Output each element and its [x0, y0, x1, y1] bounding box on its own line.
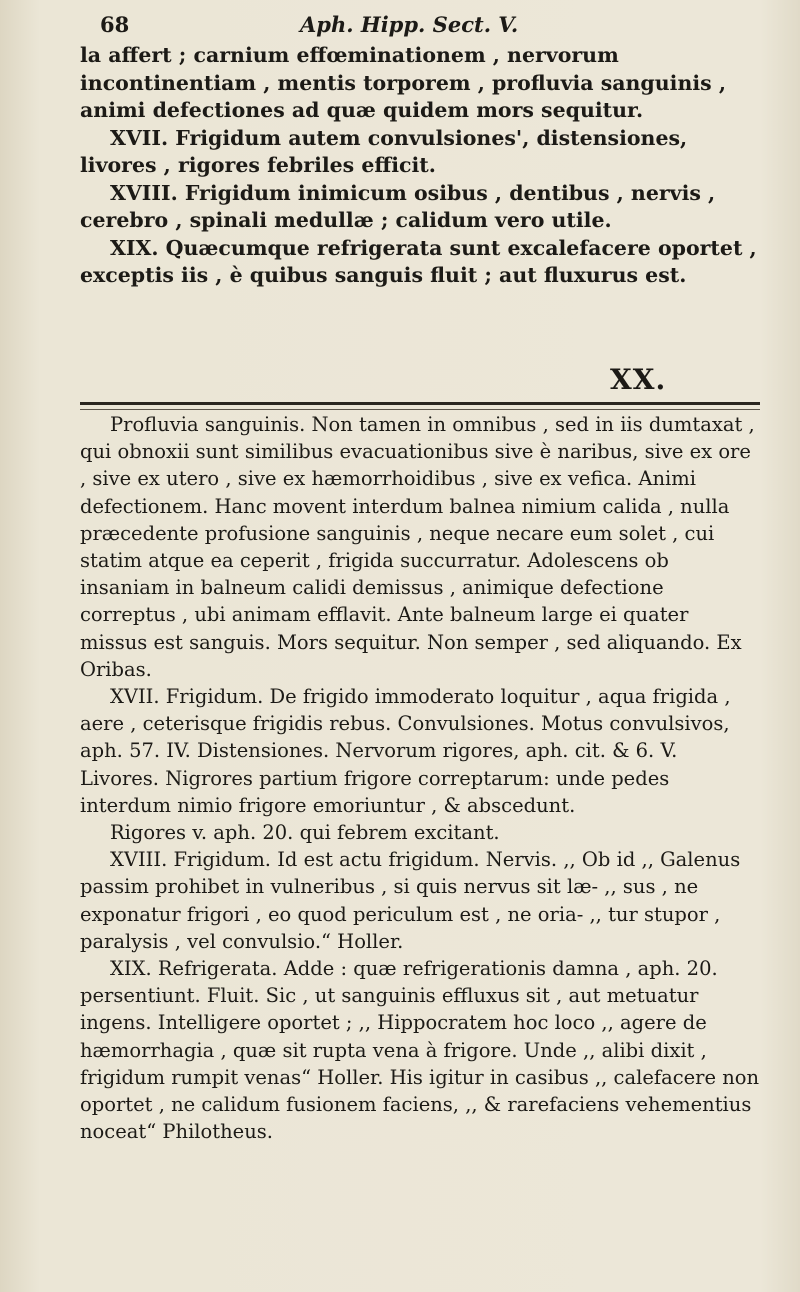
commentary-paragraph: XVIII. Frigidum. Id est actu frigidum. Nervis. ,, Ob id ,, Galenus passim prohibet in vulneribus , si quis nervus sit læ- ,, sus , ne exponatur frigori , eo quod periculum est , ne oria- ,, tur stupor , paralysis , vel convulsio.“ Holler.: [80, 848, 741, 953]
aphorisms-section: [80, 42, 760, 290]
aphorism-continuation: la affert ; carnium effœminationem , nervorum incontinentiam , mentis torporem , profluvia sanguinis , animi defectiones ad quæ quidem mors sequitur.: [80, 43, 726, 122]
commentary-paragraph: Rigores v. aph. 20. qui febrem excitant.: [110, 821, 500, 845]
aphorism-19: XIX. Quæcumque refrigerata sunt excalefacere oportet , exceptis iis , è quibus sanguis fluit ; aut fluxurus est.: [80, 235, 757, 287]
page-header: [70, 12, 740, 40]
section-number: XX.: [610, 363, 667, 396]
page-number: 68: [100, 12, 130, 37]
commentary-paragraph: XIX. Refrigerata. Adde : quæ refrigerationis damna , aph. 20. persentiunt. Fluit. Sic , ut sanguinis effluxus sit , aut metuatur ingens. Intelligere oportet ; ,, Hippocratem hoc loco ,, agere de hæmorrhagia , quæ sit rupta vena à frigore. Unde ,, alibi dixit , frigidum rumpit venas“ Holler. His igitur in casibus ,, calefacere non oportet , ne calidum fusionem faciens, ,, & rarefaciens vehementius noceat“ Philotheus.: [80, 957, 760, 1144]
commentary-paragraph: Profluvia sanguinis. Non tamen in omnibus , sed in iis dumtaxat , qui obnoxii sunt similibus evacuationibus sive è naribus, sive ex ore , sive ex utero , sive ex hæmorrhoidibus , sive ex vefica. Animi defectionem. Hanc movent interdum balnea nimium calida , nulla præcedente profusione sanguinis , neque necare eum solet , cui statim atque ea ceperit , frigida succurratur. Adolescens ob insaniam in balneum calidi demissus , animique defectione correptus , ubi animam efflavit. Ante balneum large ei quater missus est sanguis. Mors sequitur. Non semper , sed aliquando. Ex Oribas.: [80, 413, 755, 681]
aphorism-18: XVIII. Frigidum inimicum osibus , dentibus , nervis , cerebro , spinali medullæ ; calidum vero utile.: [80, 180, 716, 232]
aphorism-17: XVII. Frigidum autem convulsiones', distensiones, livores , rigores febriles efficit.: [80, 125, 688, 177]
divider-rule: [80, 402, 760, 410]
running-head: Aph. Hipp. Sect. V.: [300, 12, 519, 37]
commentary-paragraph: XVII. Frigidum. De frigido immoderato loquitur , aqua frigida , aere , ceterisque frigidis rebus. Convulsiones. Motus convulsivos, aph. 57. IV. Distensiones. Nervorum rigores, aph. cit. & 6. V. Livores. Nigrores partium frigore correptarum: unde pedes interdum nimio frigore emoriuntur , & abscedunt.: [80, 685, 731, 817]
commentary-section: [80, 411, 760, 1145]
